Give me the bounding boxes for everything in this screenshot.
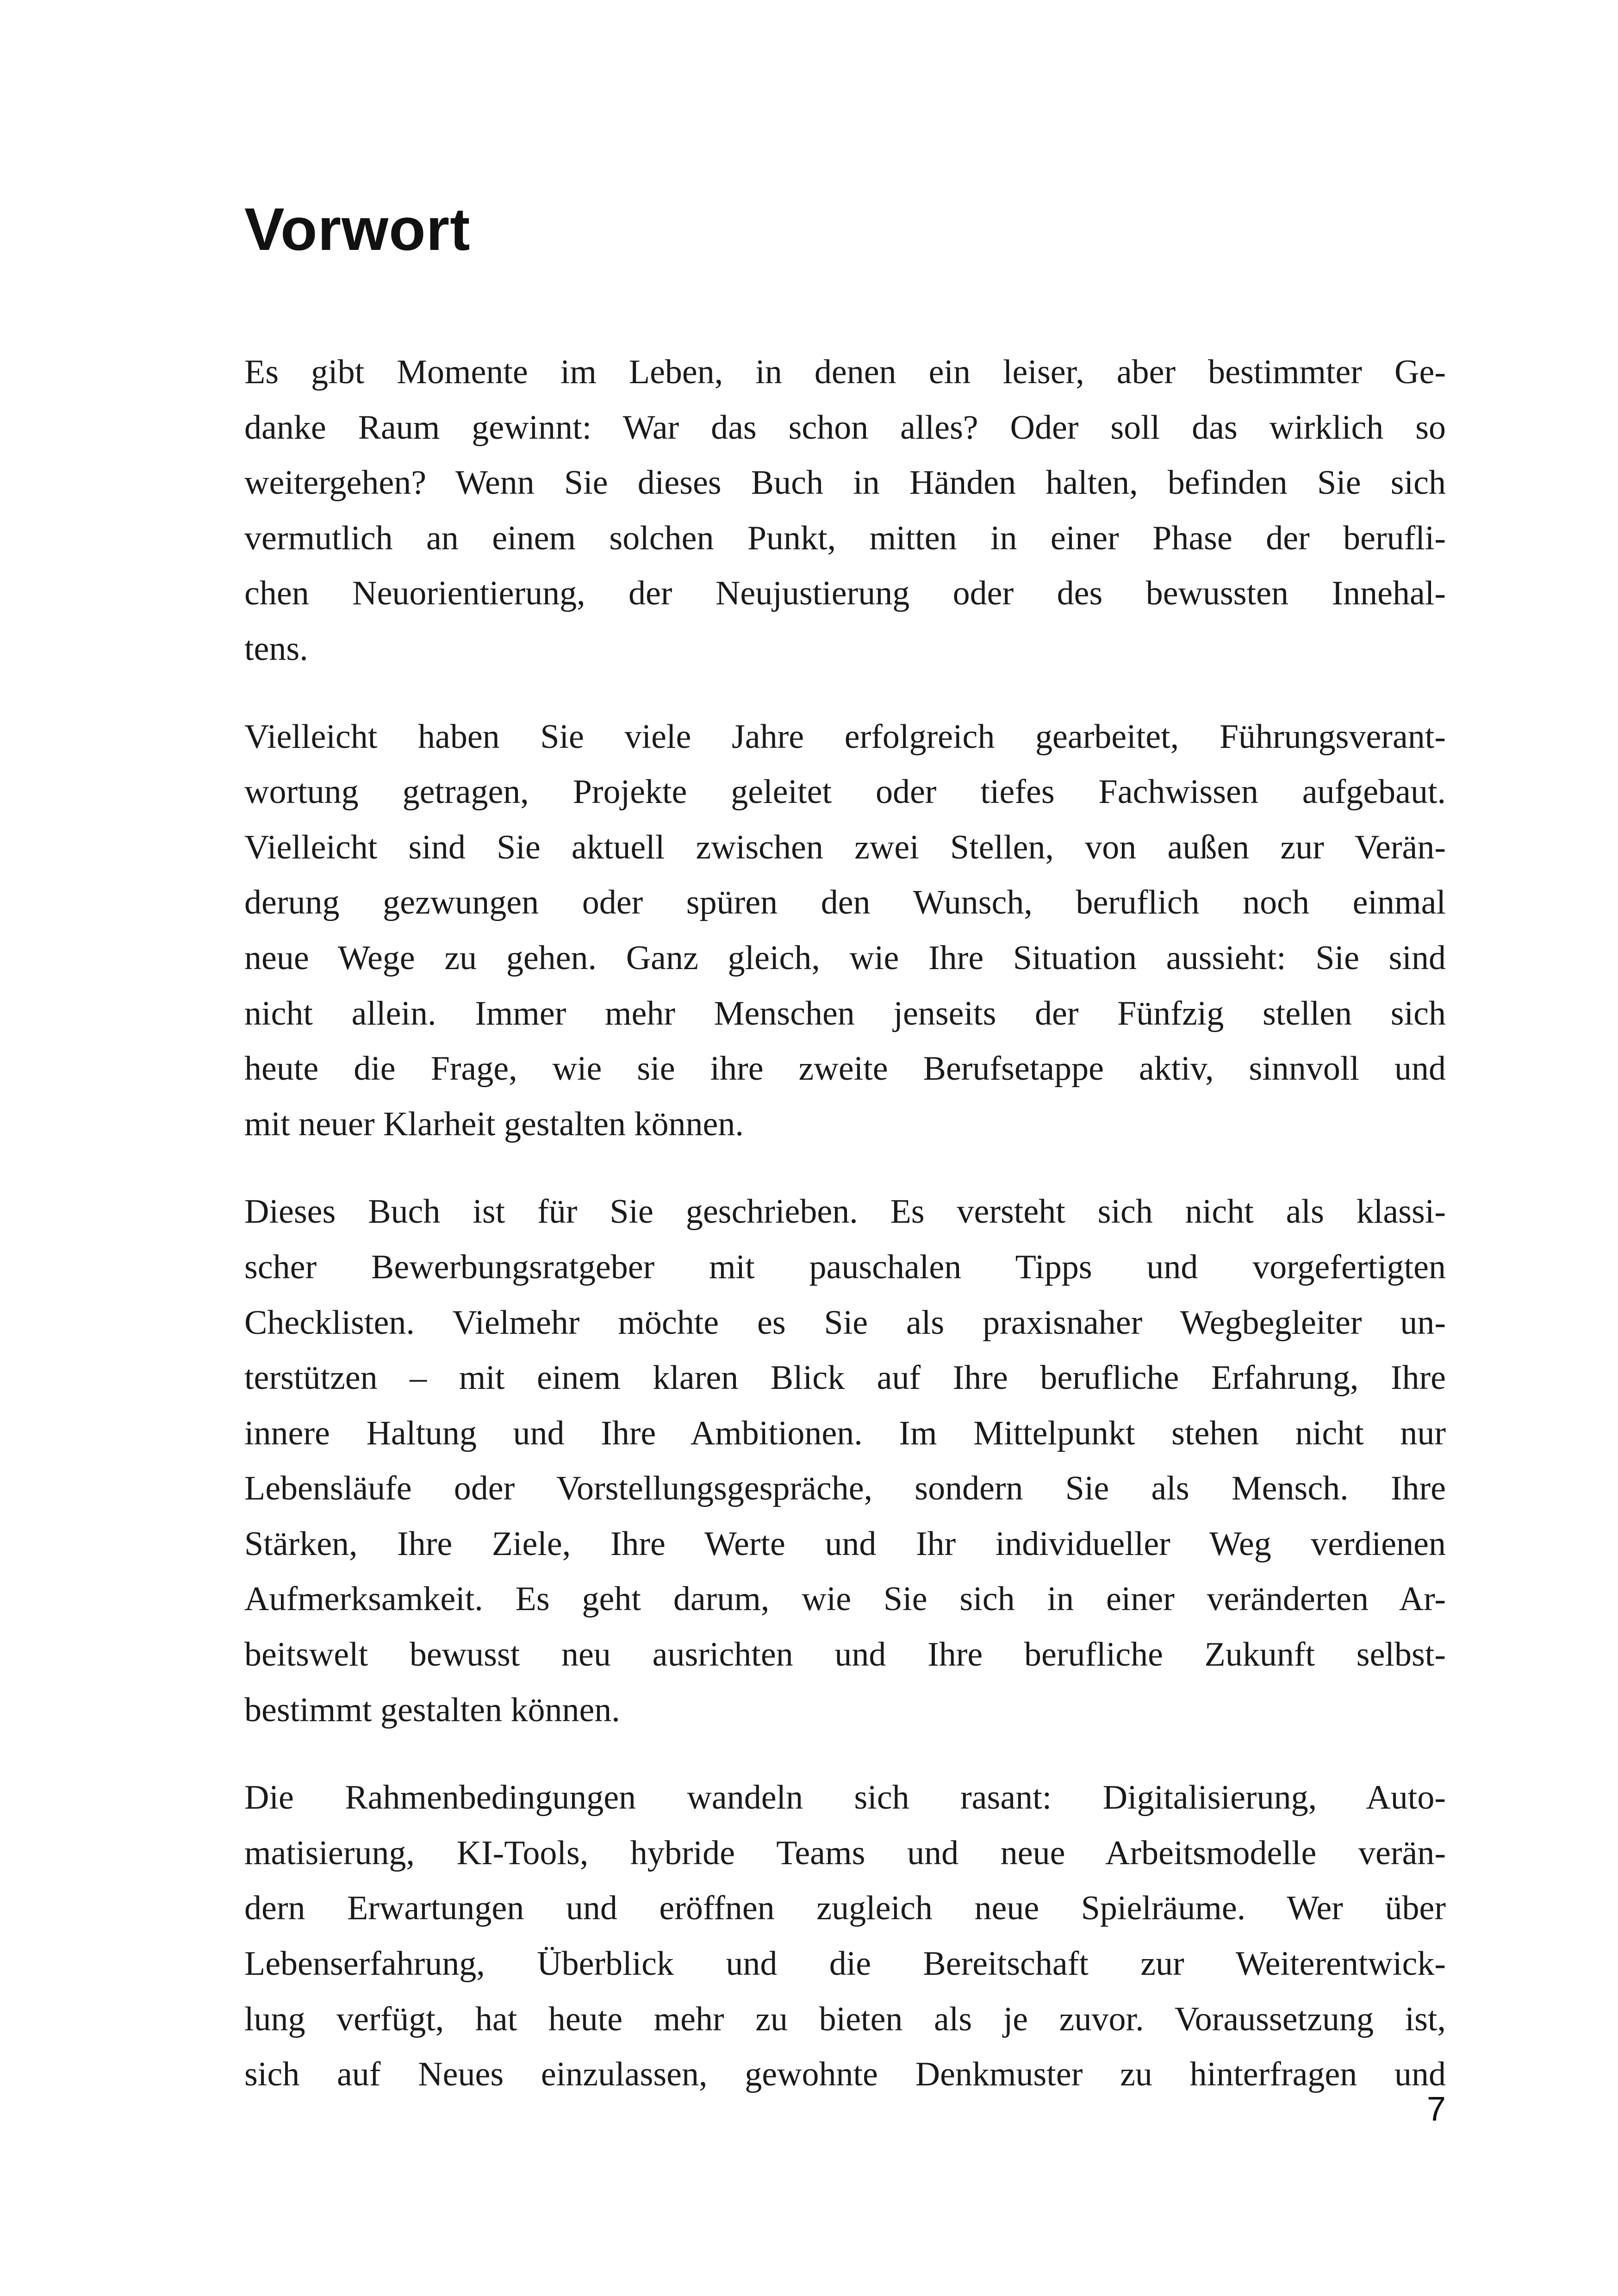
text-line: Die Rahmenbedingungen wandeln sich rasant: Digitalisierung, Auto- xyxy=(244,1779,1446,1817)
text-line: chen Neuorientierung, der Neujustierung oder des bewussten Innehal- xyxy=(244,574,1446,613)
chapter-heading: Vorwort xyxy=(244,195,471,263)
text-line: Checklisten. Vielmehr möchte es Sie als praxisnaher Wegbegleiter un- xyxy=(244,1303,1446,1342)
text-line: bestimmt gestalten können. xyxy=(244,1691,620,1729)
paragraph-2 xyxy=(244,709,1446,1152)
text-line: Lebenserfahrung, Überblick und die Bereitschaft zur Weiterentwick- xyxy=(244,1945,1446,1983)
text-line: tens. xyxy=(244,629,308,668)
text-line: scher Bewerbungsratgeber mit pauschalen Tipps und vorgefertigten xyxy=(244,1248,1446,1286)
text-line: vermutlich an einem solchen Punkt, mitten in einer Phase der berufli- xyxy=(244,519,1446,557)
text-line: heute die Frage, wie sie ihre zweite Berufsetappe aktiv, sinnvoll und xyxy=(244,1050,1446,1088)
text-line: nicht allein. Immer mehr Menschen jenseits der Fünfzig stellen sich xyxy=(244,994,1446,1033)
text-line: terstützen – mit einem klaren Blick auf Ihre berufliche Erfahrung, Ihre xyxy=(244,1359,1446,1397)
text-line: danke Raum gewinnt: War das schon alles? Oder soll das wirklich so xyxy=(244,408,1446,447)
page-number: 7 xyxy=(1426,2090,1446,2128)
text-line: Vielleicht haben Sie viele Jahre erfolgreich gearbeitet, Führungsverant- xyxy=(244,717,1446,756)
paragraph-4 xyxy=(244,1770,1446,2103)
text-line: lung verfügt, hat heute mehr zu bieten als je zuvor. Voraussetzung ist, xyxy=(244,2000,1446,2038)
paragraph-3 xyxy=(244,1184,1446,1738)
text-line: mit neuer Klarheit gestalten können. xyxy=(244,1105,744,1143)
body-text xyxy=(244,345,1446,2135)
text-line: wortung getragen, Projekte geleitet oder tiefes Fachwissen aufgebaut. xyxy=(244,773,1446,811)
text-line: dern Erwartungen und eröffnen zugleich neue Spielräume. Wer über xyxy=(244,1889,1446,1928)
paragraph-1 xyxy=(244,345,1446,677)
text-line: Dieses Buch ist für Sie geschrieben. Es versteht sich nicht als klassi- xyxy=(244,1193,1446,1231)
text-line: Stärken, Ihre Ziele, Ihre Werte und Ihr individueller Weg verdienen xyxy=(244,1524,1446,1563)
text-line: sich auf Neues einzulassen, gewohnte Denkmuster zu hinterfragen und xyxy=(244,2055,1446,2094)
text-line: innere Haltung und Ihre Ambitionen. Im Mittelpunkt stehen nicht nur xyxy=(244,1414,1446,1452)
text-line: Es gibt Momente im Leben, in denen ein leiser, aber bestimmter Ge- xyxy=(244,353,1446,391)
text-line: Lebensläufe oder Vorstellungsgespräche, sondern Sie als Mensch. Ihre xyxy=(244,1469,1446,1508)
text-line: derung gezwungen oder spüren den Wunsch, beruflich noch einmal xyxy=(244,884,1446,922)
text-line: beitswelt bewusst neu ausrichten und Ihre berufliche Zukunft selbst- xyxy=(244,1636,1446,1674)
text-line: weitergehen? Wenn Sie dieses Buch in Händen halten, befinden Sie sich xyxy=(244,464,1446,502)
text-line: Vielleicht sind Sie aktuell zwischen zwei Stellen, von außen zur Verän- xyxy=(244,828,1446,866)
text-line: matisierung, KI-Tools, hybride Teams und neue Arbeitsmodelle verän- xyxy=(244,1834,1446,1872)
text-line: Aufmerksamkeit. Es geht darum, wie Sie sich in einer veränderten Ar- xyxy=(244,1580,1446,1618)
text-line: neue Wege zu gehen. Ganz gleich, wie Ihre Situation aussieht: Sie sind xyxy=(244,939,1446,977)
